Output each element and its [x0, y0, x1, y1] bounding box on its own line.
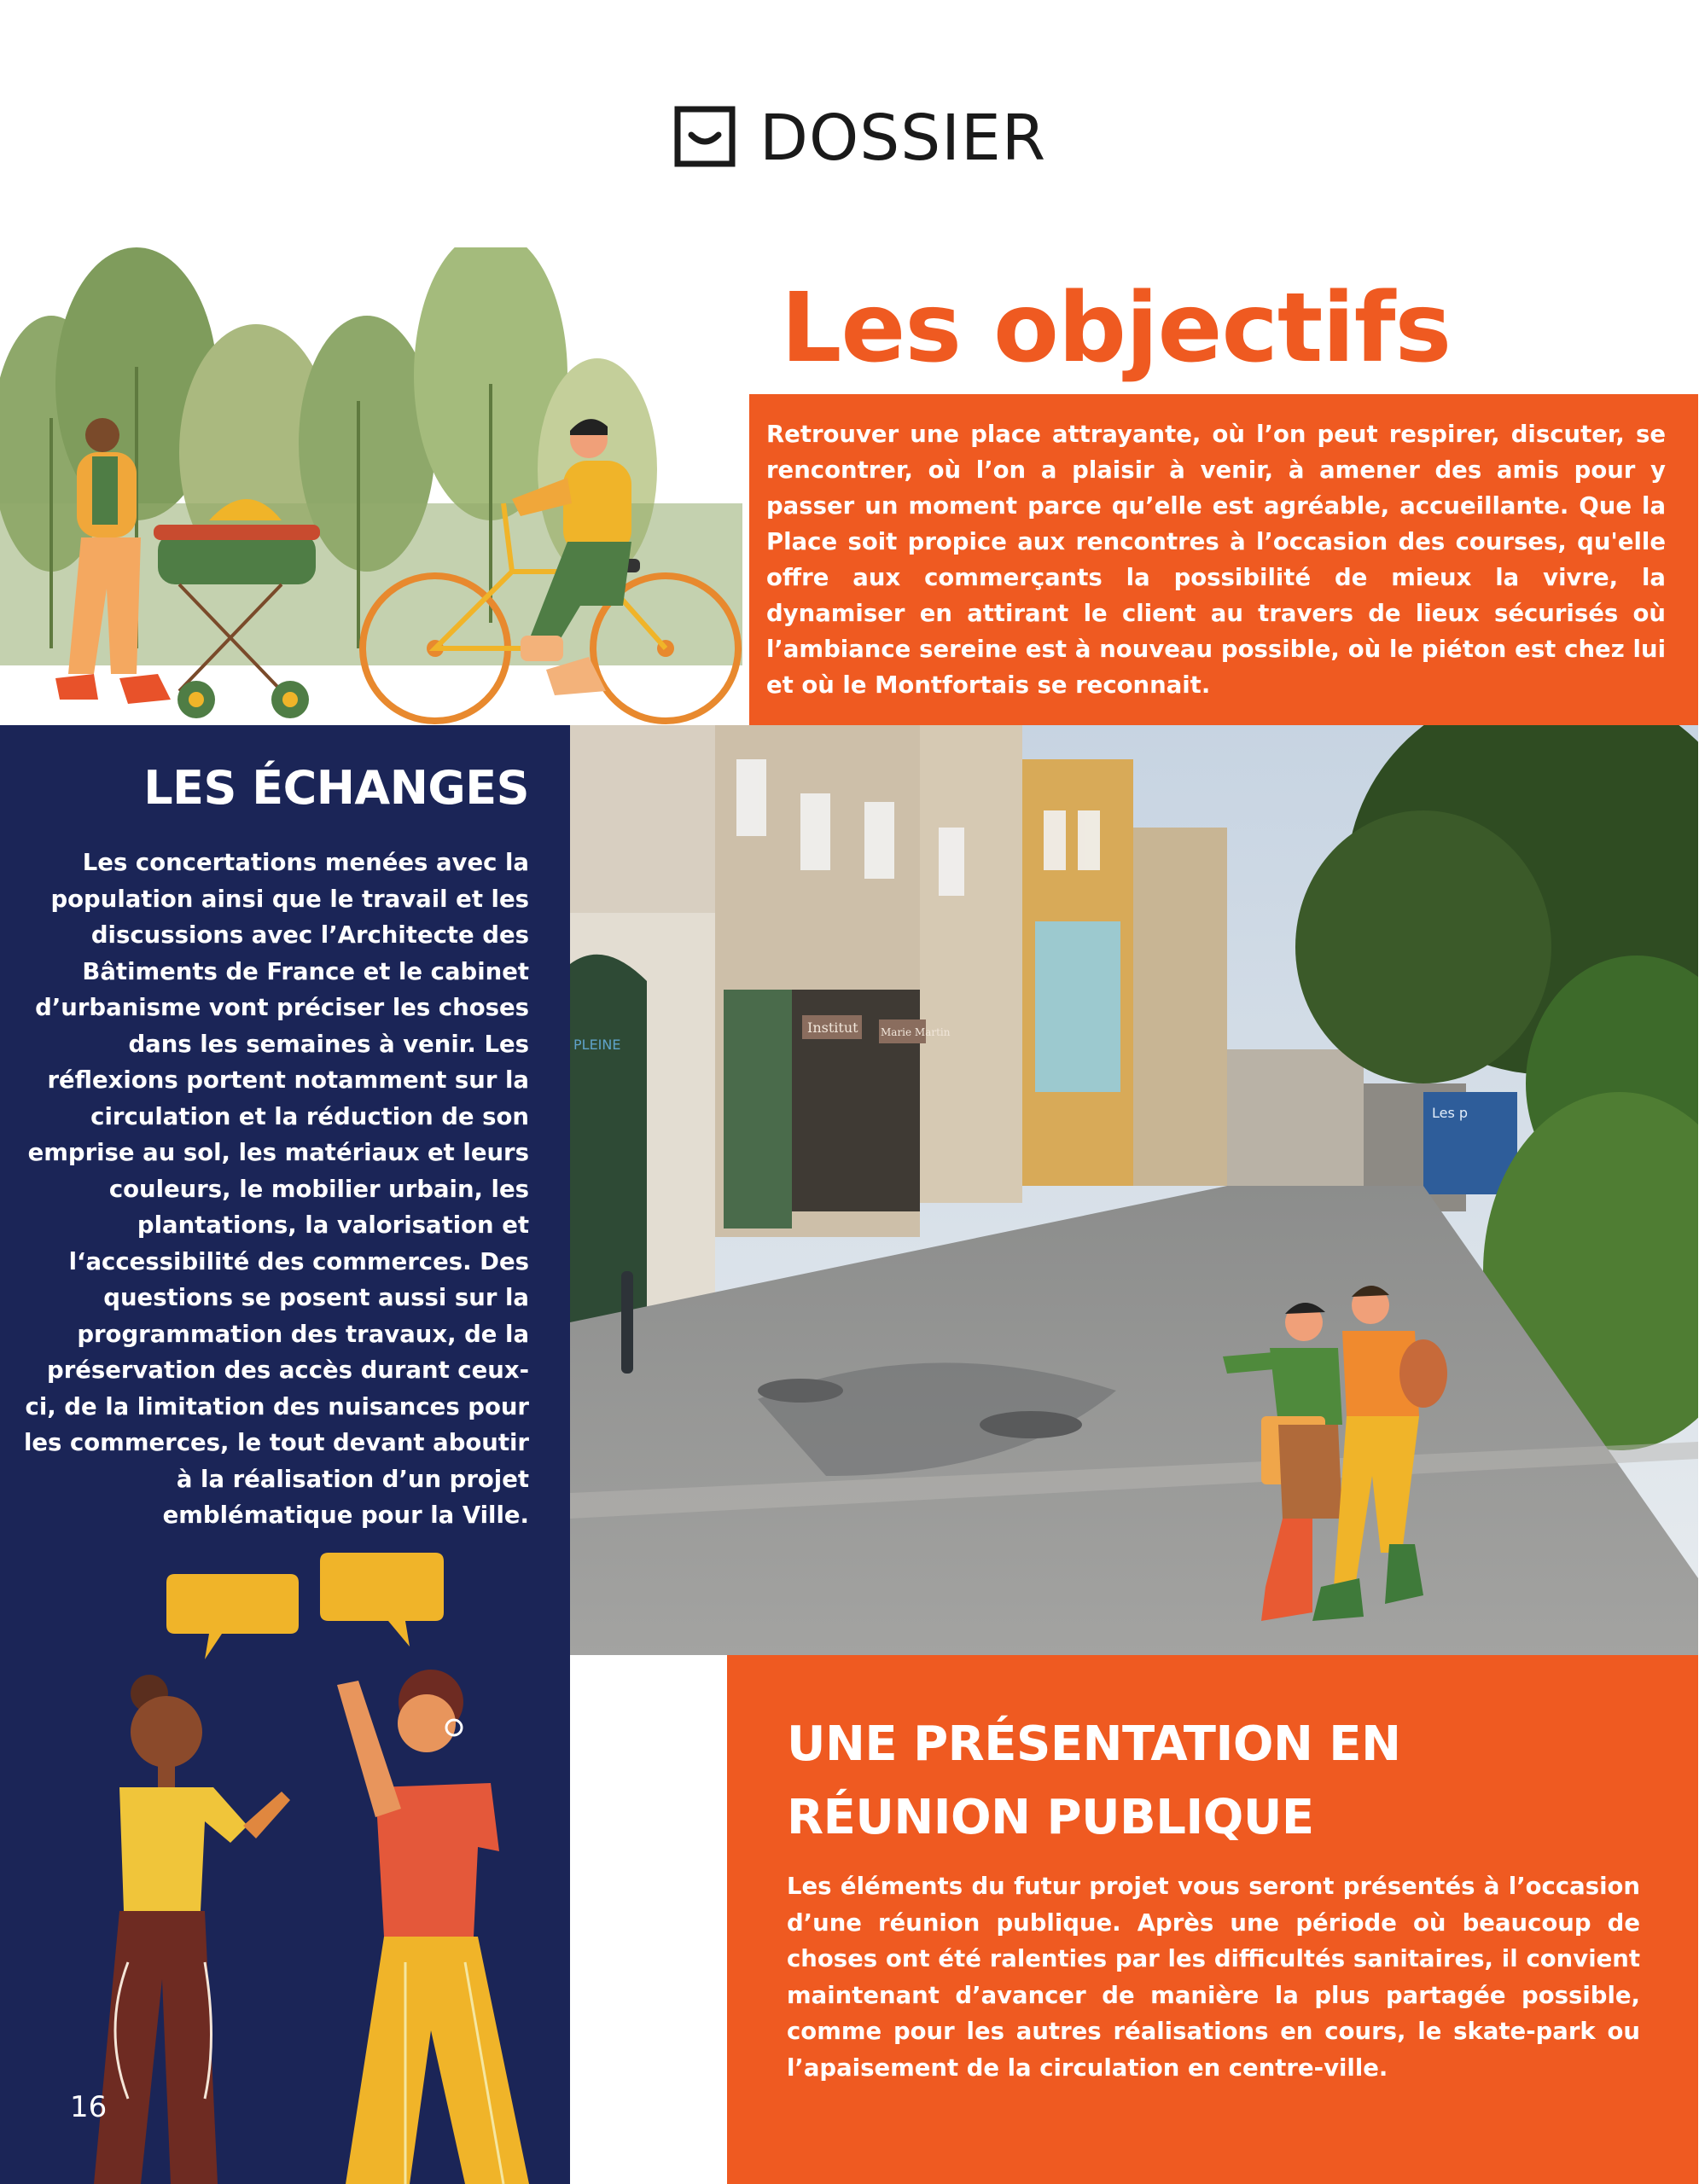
people-talking-illustration [0, 1553, 570, 2184]
shop-sign: Marie Martin [881, 1026, 951, 1038]
speech-bubble-icon [320, 1553, 444, 1647]
street-photo [570, 725, 1698, 1655]
objectives-text: Retrouver une place attrayante, où l’on peut respirer, discuter, se rencontrer, où l’on a plaisir à venir, à amener des amis pour y passer un moment parce qu’elle est agréable, accueillante. Que la Place soit propice aux rencontres à l’occasion des courses, qu'elle offre aux commerçants la possibilité de mieux la vivre, la dynamiser en attirant le client au travers de lieux sécurisés où l’ambiance sereine est à nouveau possible, où le piéton est chez lui et où le Montfortais se reconnait. [766, 421, 1666, 699]
page-number: 16 [70, 2090, 108, 2124]
shop-sign: Les p [1432, 1105, 1469, 1121]
exchanges-panel [0, 725, 570, 2184]
shop-sign: Institut [807, 1019, 858, 1036]
speech-bubble-icon [166, 1574, 299, 1659]
exchanges-text: Les concertations menées avec la population ainsi que le travail et les discussions avec l’Architecte des Bâtiments de France et le cabinet d’urbanisme vont préciser les choses dans les semaines à venir. Les réflexions portent notamment sur la circulation et la réduction de son emprise au sol, les matériaux et leurs couleurs, le mobilier urbain, les plantations, la valorisation et l‘accessibilité des commerces. Des questions se posent aussi sur la programmation des travaux, de la préservation des accès durant ceux-ci, de la limitation des nuisances pour les commerces, le tout devant aboutir à la réalisation d’un projet emblématique pour la Ville. [23, 849, 529, 1529]
woman-left-figure [94, 1675, 290, 2184]
woman-right-figure [337, 1670, 529, 2184]
section-label: DOSSIER [759, 102, 1047, 175]
shop-sign: PLEINE [573, 1037, 621, 1053]
smile-box-icon [674, 106, 736, 167]
objectives-box [749, 394, 1698, 725]
public-meeting-text: Les éléments du futur projet vous seront présentés à l’occasion d’une réunion publique. Après une période où beaucoup de choses ont été ralenties par les difficultés sanitaires, il convient maintenant d’avancer de manière la plus partagée possible, comme pour les autres réalisations en cours, le skate-park ou l’apaisement de la circulation en centre-ville. [787, 1873, 1640, 2082]
objectives-heading: Les objectifs [781, 273, 1452, 384]
park-scene-illustration [0, 247, 742, 725]
public-meeting-box [727, 1655, 1698, 2184]
page-header [0, 85, 1699, 196]
public-meeting-heading: UNE PRÉSENTATION EN RÉUNION PUBLIQUE [787, 1716, 1401, 1845]
exchanges-heading: LES ÉCHANGES [143, 761, 529, 815]
